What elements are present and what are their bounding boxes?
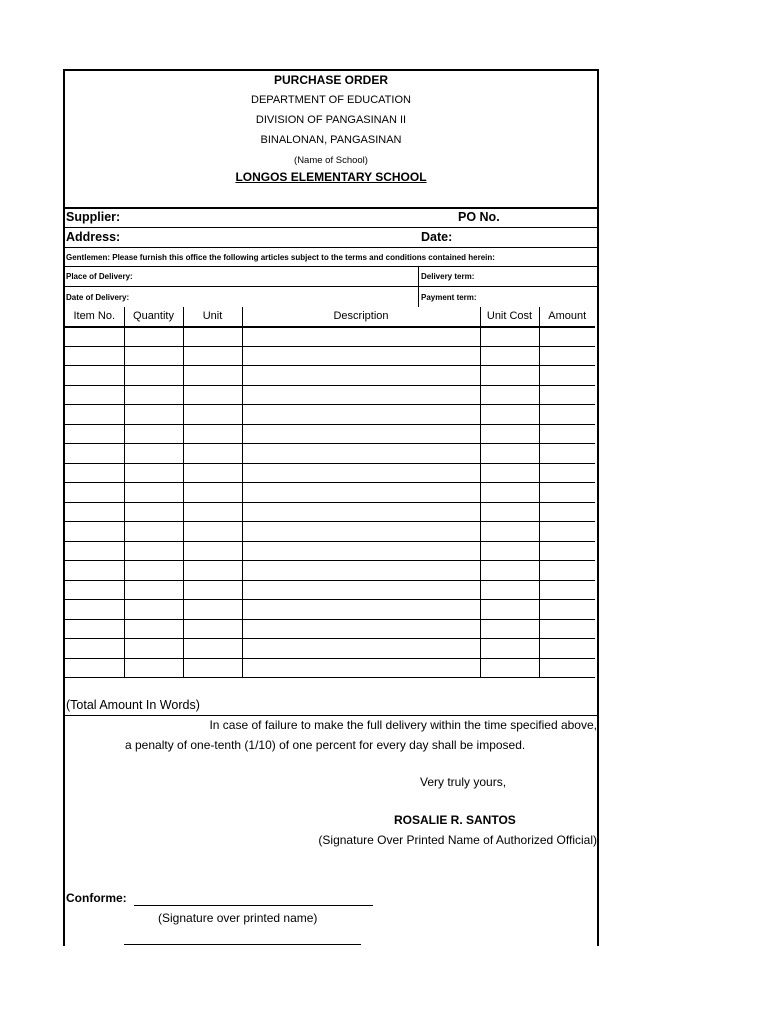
table-cell [539,580,595,600]
official-name: ROSALIE R. SANTOS [394,813,516,827]
table-cell [480,522,539,542]
table-cell [124,541,183,561]
table-cell [480,405,539,425]
table-cell [242,424,480,444]
table-cell [539,444,595,464]
divider [65,247,597,248]
table-cell [65,561,124,581]
table-cell [124,619,183,639]
date-of-delivery-label: Date of Delivery: [66,293,130,302]
table-cell [65,327,124,347]
po-number-label: PO No. [458,210,500,224]
table-cell [65,346,124,366]
table-cell [539,366,595,386]
table-cell [480,580,539,600]
table-cell [539,522,595,542]
column-header: Quantity [124,307,183,327]
table-cell [65,405,124,425]
table-cell [539,658,595,678]
table-cell [539,600,595,620]
table-cell [183,424,242,444]
official-signature-caption: (Signature Over Printed Name of Authorized Official) [318,833,597,847]
table-cell [539,327,595,347]
table-cell [124,327,183,347]
conforme-label: Conforme: [66,891,127,905]
table-cell [124,658,183,678]
table-cell [65,385,124,405]
table-cell [539,502,595,522]
divider [65,286,597,287]
header-divider [65,207,597,209]
table-cell [539,561,595,581]
items-body [65,327,595,678]
column-header: Amount [539,307,595,327]
table-cell [539,639,595,659]
table-cell [124,463,183,483]
table-row [65,658,595,678]
table-cell [242,600,480,620]
table-cell [124,600,183,620]
division-name: DIVISION OF PANGASINAN II [255,114,407,126]
table-cell [124,561,183,581]
table-cell [242,463,480,483]
table-cell [480,600,539,620]
table-cell [183,600,242,620]
table-cell [480,366,539,386]
table-cell [124,522,183,542]
table-row [65,444,595,464]
address-label: Address: [66,230,121,244]
table-cell [480,327,539,347]
table-cell [65,483,124,503]
total-amount-in-words: (Total Amount In Words) [66,698,200,712]
table-cell [124,346,183,366]
table-row [65,580,595,600]
purchase-order-form [63,69,599,946]
table-row [65,619,595,639]
table-cell [242,639,480,659]
table-cell [480,561,539,581]
table-cell [480,619,539,639]
table-cell [183,346,242,366]
penalty-line-1: In case of failure to make the full delivery within the time specified above, [209,718,597,732]
table-cell [242,580,480,600]
table-cell [480,639,539,659]
table-row [65,463,595,483]
column-header: Description [242,307,480,327]
table-cell [65,541,124,561]
table-cell [539,483,595,503]
divider [65,266,597,267]
table-cell [65,580,124,600]
table-cell [539,619,595,639]
table-cell [539,346,595,366]
table-cell [480,385,539,405]
table-cell [183,366,242,386]
table-cell [65,424,124,444]
table-cell [65,639,124,659]
table-cell [183,405,242,425]
table-cell [480,463,539,483]
table-cell [242,346,480,366]
table-cell [242,327,480,347]
table-row [65,522,595,542]
payment-term-label: Payment term: [421,293,477,302]
table-cell [242,541,480,561]
table-cell [65,658,124,678]
table-cell [242,483,480,503]
table-cell [242,658,480,678]
table-cell [183,580,242,600]
penalty-line-2: a penalty of one-tenth (1/10) of one percent for every day shall be imposed. [125,738,526,752]
table-cell [183,463,242,483]
date-label: Date: [421,230,453,244]
table-cell [183,444,242,464]
table-row [65,327,595,347]
table-cell [65,522,124,542]
table-row [65,483,595,503]
table-row [65,541,595,561]
table-cell [124,580,183,600]
table-cell [480,502,539,522]
table-cell [65,463,124,483]
table-cell [65,619,124,639]
table-row [65,405,595,425]
table-cell [183,522,242,542]
table-cell [65,444,124,464]
table-cell [480,658,539,678]
table-cell [539,405,595,425]
table-cell [183,502,242,522]
table-row [65,561,595,581]
table-cell [242,502,480,522]
items-table [65,307,595,678]
table-cell [124,639,183,659]
closing-text: Very truly yours, [420,775,507,789]
column-header: Unit [183,307,242,327]
table-cell [242,522,480,542]
location-name: BINALONAN, PANGASINAN [260,134,402,146]
table-row [65,366,595,386]
table-cell [539,385,595,405]
table-cell [539,541,595,561]
table-cell [539,424,595,444]
table-cell [242,619,480,639]
table-cell [539,463,595,483]
table-cell [183,385,242,405]
table-cell [183,541,242,561]
table-row [65,502,595,522]
table-row [65,385,595,405]
table-cell [124,366,183,386]
conforme-signature-line [134,905,373,906]
conforme-date-line [124,944,361,945]
table-cell [183,483,242,503]
table-cell [242,385,480,405]
table-cell [65,502,124,522]
school-name: LONGOS ELEMENTARY SCHOOL [235,170,427,184]
table-cell [65,600,124,620]
table-row [65,639,595,659]
conforme-caption: (Signature over printed name) [158,911,318,925]
column-header: Item No. [65,307,124,327]
table-header-row [65,307,595,327]
column-header: Unit Cost [480,307,539,327]
gentlemen-text: Gentlemen: Please furnish this office the following articles subject to the terms and conditions contained herein: [66,253,495,262]
delivery-term-label: Delivery term: [421,272,475,281]
table-cell [242,405,480,425]
supplier-label: Supplier: [66,210,121,224]
place-of-delivery-label: Place of Delivery: [66,272,133,281]
table-cell [124,502,183,522]
table-cell [183,639,242,659]
table-cell [124,424,183,444]
table-cell [480,541,539,561]
table-row [65,424,595,444]
table-cell [183,658,242,678]
terms-divider [418,267,419,307]
table-cell [480,483,539,503]
form-title: PURCHASE ORDER [273,73,388,87]
table-cell [124,483,183,503]
table-cell [124,444,183,464]
table-cell [480,346,539,366]
table-cell [124,405,183,425]
divider [65,227,597,228]
table-cell [480,444,539,464]
table-row [65,600,595,620]
table-cell [183,619,242,639]
table-cell [183,561,242,581]
table-cell [242,561,480,581]
table-cell [65,366,124,386]
table-cell [242,366,480,386]
table-cell [242,444,480,464]
divider [65,715,597,716]
table-cell [183,327,242,347]
table-cell [480,424,539,444]
table-row [65,346,595,366]
school-label: (Name of School) [294,155,368,166]
department-name: DEPARTMENT OF EDUCATION [251,94,411,106]
table-cell [124,385,183,405]
